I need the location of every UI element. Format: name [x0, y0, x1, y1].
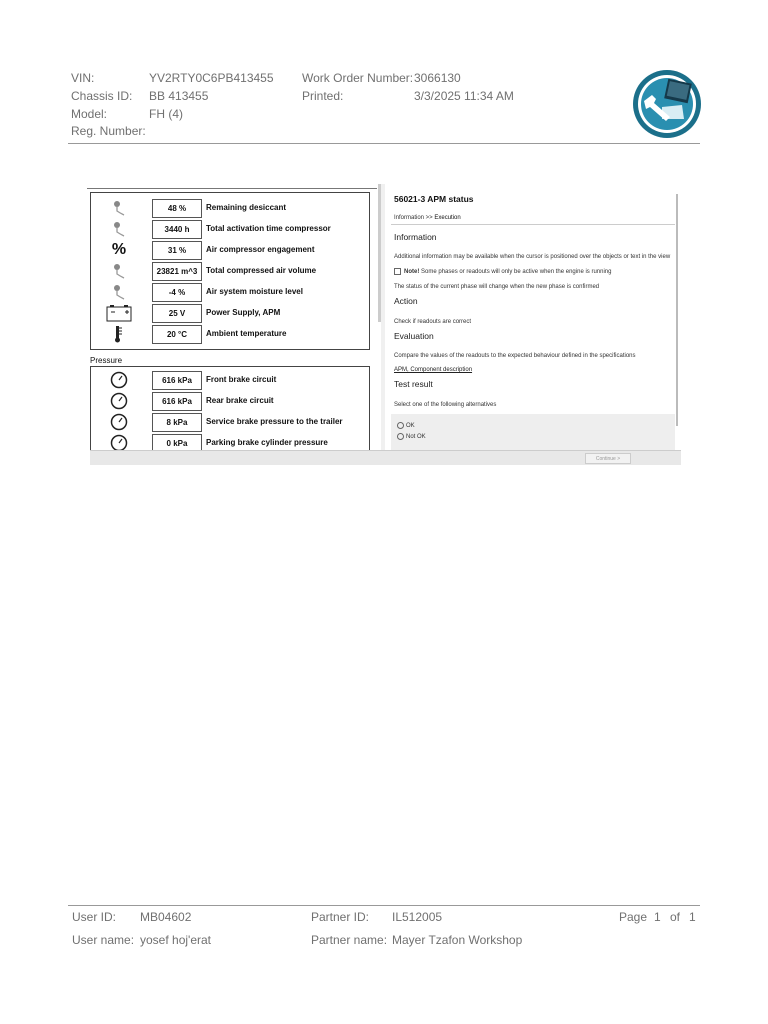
readout-panel [87, 184, 381, 458]
of-label: of [670, 910, 681, 924]
option-ok[interactable] [397, 422, 415, 429]
page-total: 1 [689, 910, 696, 924]
readout-row [91, 282, 369, 302]
pressure-label: Service brake pressure to the trailer [206, 417, 343, 426]
user-name-label: User name: [72, 933, 135, 947]
air-tank-icon [109, 219, 129, 239]
continue-button[interactable]: Continue > [585, 453, 631, 464]
pressure-label: Parking brake cylinder pressure [206, 438, 328, 447]
readout-label: Total activation time compressor [206, 224, 331, 233]
readout-value: 25 V [152, 304, 202, 323]
right-scrollbar[interactable] [676, 194, 678, 426]
readout-row [91, 261, 369, 281]
vin-label: VIN: [71, 71, 95, 85]
readout-row [91, 198, 369, 218]
percent-icon: % [111, 241, 127, 258]
option-not-ok[interactable] [397, 433, 426, 440]
readout-value: -4 % [152, 283, 202, 302]
readout-label: Air system moisture level [206, 287, 303, 296]
result-choices [391, 414, 675, 450]
diagnostic-screenshot [87, 184, 681, 466]
readout-value: 3440 h [152, 220, 202, 239]
pressure-group [90, 366, 370, 451]
component-description-link[interactable]: APM, Component description [394, 367, 473, 373]
chassis-value: BB 413455 [149, 89, 209, 103]
action-heading: Action [394, 296, 418, 306]
pressure-label: Front brake circuit [206, 375, 277, 384]
action-text: Check if readouts are correct [394, 319, 472, 325]
readout-label: Air compressor engagement [206, 245, 315, 254]
pressure-label: Rear brake circuit [206, 396, 274, 405]
panel-title: 56021-3 APM status [394, 194, 474, 204]
instruction-panel [385, 184, 681, 450]
partner-name-value: Mayer Tzafon Workshop [392, 933, 523, 947]
readout-label: Power Supply, APM [206, 308, 281, 317]
partner-id-label: Partner ID: [311, 910, 370, 924]
pressure-row [91, 370, 369, 390]
header-divider [68, 143, 700, 144]
footer-divider [68, 905, 700, 906]
option-ok-label: OK [406, 423, 415, 430]
readout-label: Remaining desiccant [206, 203, 287, 212]
radio-ok[interactable] [397, 422, 404, 429]
readout-row [91, 219, 369, 239]
user-id-value: MB04602 [140, 910, 192, 924]
note-label: Note! [404, 269, 420, 276]
radio-not-ok[interactable] [397, 433, 404, 440]
workshop-logo-icon [632, 69, 702, 139]
bottom-bar [90, 450, 681, 465]
readout-group [90, 192, 370, 350]
air-tank-icon [109, 198, 129, 218]
gauge-icon [109, 391, 129, 411]
gauge-icon [109, 370, 129, 390]
readout-row [91, 240, 369, 260]
gauge-icon [109, 412, 129, 432]
readout-value: 31 % [152, 241, 202, 260]
pressure-value: 616 kPa [152, 371, 202, 390]
information-heading: Information [394, 232, 437, 242]
partner-name-label: Partner name: [311, 933, 388, 947]
info-text-1: Additional information may be available when the cursor is positioned over the objects or text in the view [394, 254, 671, 260]
model-value: FH (4) [149, 107, 183, 121]
readout-value: 23821 m^3 [152, 262, 202, 281]
vin-value: YV2RTY0C6PB413455 [149, 71, 274, 85]
pressure-value: 0 kPa [152, 434, 202, 453]
note-text: Some phases or readouts will only be active when the engine is running [419, 269, 612, 276]
breadcrumb-information[interactable]: Information >> [394, 215, 435, 221]
page-number: 1 [654, 910, 661, 924]
thermometer-icon [109, 324, 129, 344]
evaluation-heading: Evaluation [394, 331, 434, 341]
readout-value: 48 % [152, 199, 202, 218]
result-text: Select one of the following alternatives [394, 402, 497, 408]
battery-icon [105, 303, 133, 323]
info-text-2: The status of the current phase will change when the new phase is confirmed [394, 284, 600, 290]
note-icon [394, 268, 401, 275]
air-tank-icon [109, 261, 129, 281]
chassis-label: Chassis ID: [71, 89, 133, 103]
model-label: Model: [71, 107, 108, 121]
work-order-value: 3066130 [414, 71, 461, 85]
test-result-heading: Test result [394, 379, 433, 389]
air-tank-icon [109, 282, 129, 302]
breadcrumb-execution: Execution [434, 215, 461, 221]
breadcrumb [394, 215, 461, 221]
printed-value: 3/3/2025 11:34 AM [414, 89, 514, 103]
pressure-row [91, 391, 369, 411]
readout-label: Ambient temperature [206, 329, 287, 338]
option-not-ok-label: Not OK [406, 434, 426, 441]
printed-label: Printed: [302, 89, 344, 103]
user-id-label: User ID: [72, 910, 117, 924]
evaluation-text: Compare the values of the readouts to the expected behaviour defined in the specifications [394, 353, 636, 359]
readout-row [91, 324, 369, 344]
pressure-row [91, 412, 369, 432]
readout-row [91, 303, 369, 323]
readout-label: Total compressed air volume [206, 266, 317, 275]
pressure-value: 616 kPa [152, 392, 202, 411]
page-label: Page [619, 910, 648, 924]
readout-value: 20 °C [152, 325, 202, 344]
reg-label: Reg. Number: [71, 124, 146, 138]
pressure-title: Pressure [90, 356, 123, 365]
partner-id-value: IL512005 [392, 910, 443, 924]
breadcrumb-divider [391, 224, 675, 225]
user-name-value: yosef hoj'erat [140, 933, 211, 947]
work-order-label: Work Order Number: [302, 71, 414, 85]
note-line [394, 268, 611, 275]
pressure-value: 8 kPa [152, 413, 202, 432]
